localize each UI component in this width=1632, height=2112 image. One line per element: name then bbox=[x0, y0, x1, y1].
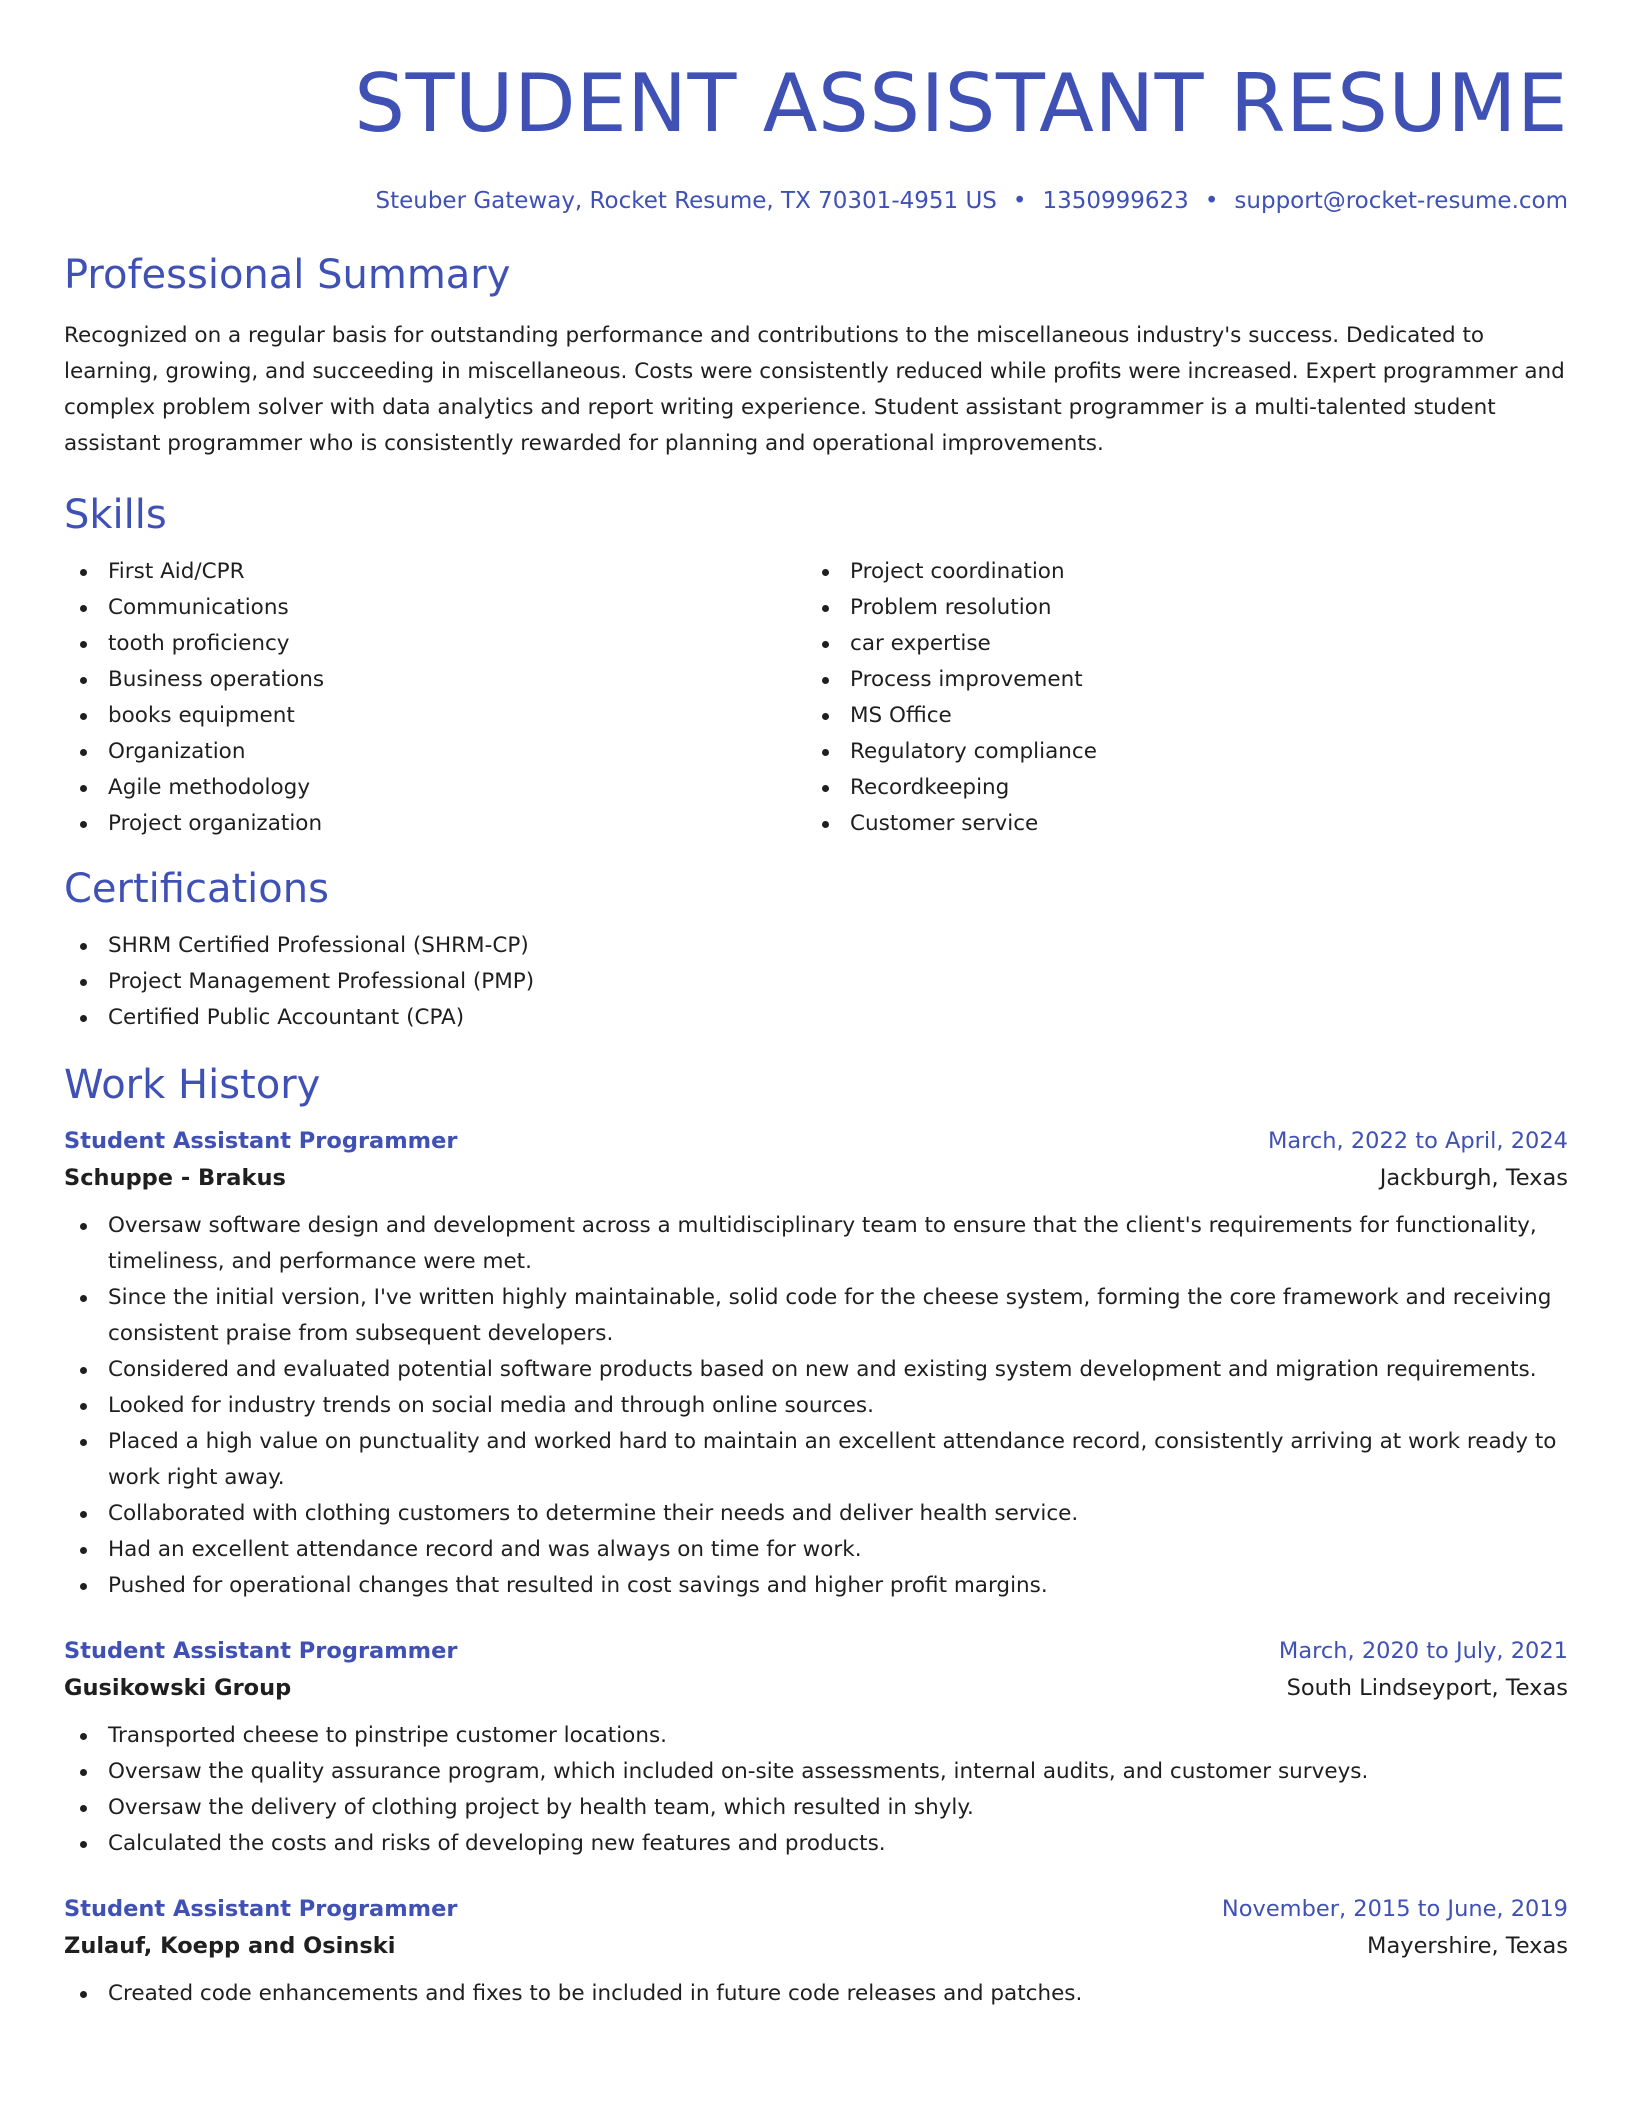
summary-section bbox=[64, 250, 1568, 462]
certification-item: SHRM Certified Professional (SHRM-CP) bbox=[64, 928, 1568, 964]
job-bullet: Considered and evaluated potential software products based on new and existing system development and migration requirements. bbox=[64, 1352, 1568, 1388]
certifications-list bbox=[64, 928, 1568, 1036]
job-bullet: Looked for industry trends on social media and through online sources. bbox=[64, 1388, 1568, 1424]
skills-heading: Skills bbox=[64, 492, 167, 538]
contact-separator: • bbox=[1012, 188, 1027, 214]
skill-item: Regulatory compliance bbox=[806, 734, 1548, 770]
contact-phone: 1350999623 bbox=[1042, 188, 1189, 214]
job-company: Gusikowski Group bbox=[64, 1675, 292, 1701]
skill-item: Recordkeeping bbox=[806, 770, 1548, 806]
certification-item: Project Management Professional (PMP) bbox=[64, 964, 1568, 1000]
job-header-row bbox=[64, 1892, 1568, 1926]
job-title: Student Assistant Programmer bbox=[64, 1128, 458, 1154]
summary-text: Recognized on a regular basis for outstanding performance and contributions to the miscellaneous industry's success. Dedicated to learning, growing, and succeeding in miscellaneous. Costs were consistently reduced while profits were increased. Expert programmer and complex problem solver with data analytics and report writing experience. Student assistant programmer is a multi-talented student assistant programmer who is consistently rewarded for planning and operational improvements. bbox=[64, 323, 1565, 456]
skill-item: tooth proficiency bbox=[64, 626, 806, 662]
job-title: Student Assistant Programmer bbox=[64, 1638, 458, 1664]
job-entry bbox=[64, 1124, 1568, 1604]
job-company-row bbox=[64, 1668, 1568, 1708]
skill-item: Customer service bbox=[806, 806, 1548, 842]
job-bullet: Transported cheese to pinstripe customer locations. bbox=[64, 1718, 1568, 1754]
job-bullet: Placed a high value on punctuality and worked hard to maintain an excellent attendance record, consistently arriving at work ready to work right away. bbox=[64, 1424, 1568, 1496]
skills-grid bbox=[64, 554, 1568, 842]
skill-item: Project coordination bbox=[806, 554, 1548, 590]
job-dates: March, 2020 to July, 2021 bbox=[1278, 1638, 1568, 1664]
job-bullet: Oversaw the delivery of clothing project by health team, which resulted in shyly. bbox=[64, 1790, 1568, 1826]
job-title: Student Assistant Programmer bbox=[64, 1896, 458, 1922]
skills-section bbox=[64, 490, 1568, 842]
job-company: Zulauf, Koepp and Osinski bbox=[64, 1933, 396, 1959]
job-header-row bbox=[64, 1124, 1568, 1158]
job-bullet: Collaborated with clothing customers to determine their needs and deliver health service. bbox=[64, 1496, 1568, 1532]
skills-column-right bbox=[806, 554, 1548, 842]
certifications-section bbox=[64, 864, 1568, 1036]
skill-item: Process improvement bbox=[806, 662, 1548, 698]
contact-separator: • bbox=[1204, 188, 1219, 214]
job-bullets bbox=[64, 1208, 1568, 1604]
job-bullet: Since the initial version, I've written highly maintainable, solid code for the cheese system, forming the core framework and receiving consistent praise from subsequent developers. bbox=[64, 1280, 1568, 1352]
certifications-heading: Certifications bbox=[64, 866, 329, 912]
work-history-heading: Work History bbox=[64, 1062, 321, 1108]
job-dates: March, 2022 to April, 2024 bbox=[1267, 1128, 1568, 1154]
skill-item: Business operations bbox=[64, 662, 806, 698]
job-bullet: Pushed for operational changes that resulted in cost savings and higher profit margins. bbox=[64, 1568, 1568, 1604]
job-bullet: Calculated the costs and risks of developing new features and products. bbox=[64, 1826, 1568, 1862]
resume-title: STUDENT ASSISTANT RESUME bbox=[354, 57, 1568, 150]
job-bullet: Created code enhancements and fixes to be included in future code releases and patches. bbox=[64, 1976, 1568, 2012]
job-entry bbox=[64, 1634, 1568, 1862]
skill-item: Agile methodology bbox=[64, 770, 806, 806]
contact-line bbox=[64, 186, 1568, 216]
summary-heading: Professional Summary bbox=[64, 252, 511, 298]
skill-item: MS Office bbox=[806, 698, 1548, 734]
job-bullet: Oversaw software design and development across a multidisciplinary team to ensure that the client's requirements for functionality, timeliness, and performance were met. bbox=[64, 1208, 1568, 1280]
job-location: Jackburgh, Texas bbox=[1379, 1165, 1568, 1191]
contact-email: support@rocket-resume.com bbox=[1234, 188, 1568, 214]
skill-item: Organization bbox=[64, 734, 806, 770]
job-bullet: Had an excellent attendance record and was always on time for work. bbox=[64, 1532, 1568, 1568]
skill-item: books equipment bbox=[64, 698, 806, 734]
job-bullets bbox=[64, 1718, 1568, 1862]
job-dates: November, 2015 to June, 2019 bbox=[1221, 1896, 1568, 1922]
job-bullet: Oversaw the quality assurance program, which included on-site assessments, internal audits, and customer surveys. bbox=[64, 1754, 1568, 1790]
skill-item: Project organization bbox=[64, 806, 806, 842]
certification-item: Certified Public Accountant (CPA) bbox=[64, 1000, 1568, 1036]
skill-item: Problem resolution bbox=[806, 590, 1548, 626]
skills-column-left bbox=[64, 554, 806, 842]
skill-item: Communications bbox=[64, 590, 806, 626]
job-bullets bbox=[64, 1976, 1568, 2012]
job-location: Mayershire, Texas bbox=[1367, 1933, 1568, 1959]
job-company-row bbox=[64, 1158, 1568, 1198]
job-company: Schuppe - Brakus bbox=[64, 1165, 286, 1191]
skill-item: First Aid/CPR bbox=[64, 554, 806, 590]
job-company-row bbox=[64, 1926, 1568, 1966]
job-location: South Lindseyport, Texas bbox=[1286, 1675, 1568, 1701]
contact-address: Steuber Gateway, Rocket Resume, TX 70301-4951 US bbox=[375, 188, 997, 214]
work-history-section bbox=[64, 1060, 1568, 2012]
job-entry bbox=[64, 1892, 1568, 2012]
skill-item: car expertise bbox=[806, 626, 1548, 662]
job-header-row bbox=[64, 1634, 1568, 1668]
